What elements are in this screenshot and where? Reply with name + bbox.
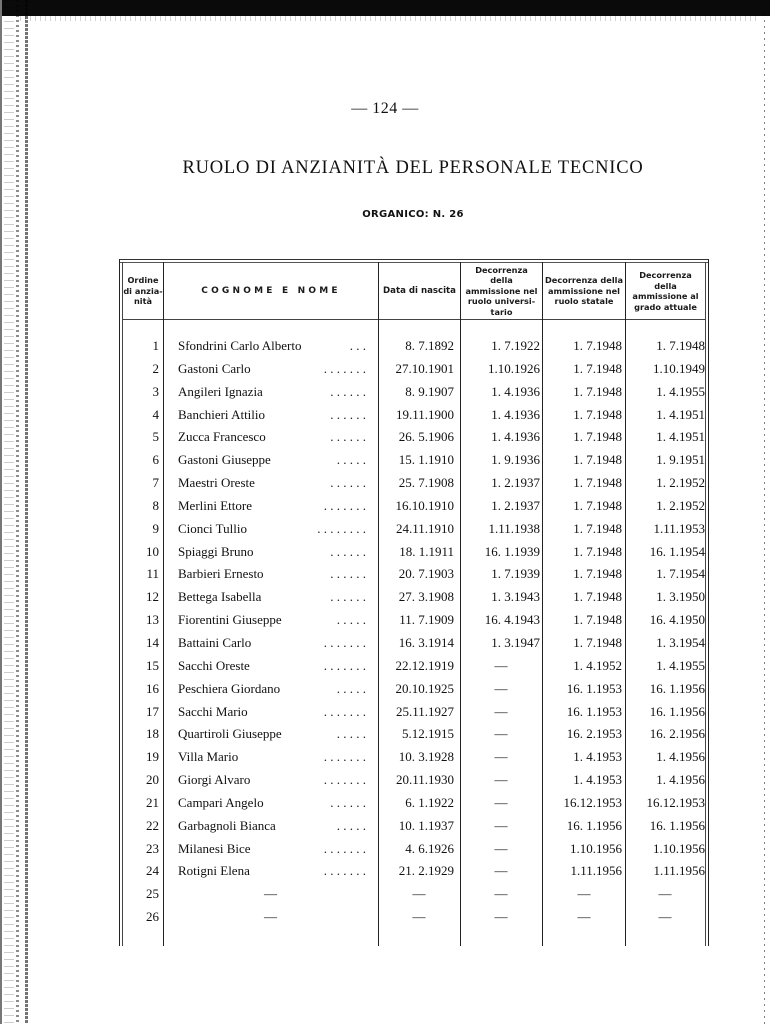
header-data-nascita: Data di nascita [383, 285, 456, 296]
ordine-cell: 17 [146, 703, 159, 719]
table-row [119, 792, 709, 815]
leader-dots: . . . [349, 338, 366, 353]
table-row [119, 404, 709, 427]
birth-date-cell: 8. 7.1892 [405, 338, 454, 353]
univ-date-cell: 1.11.1938 [488, 520, 540, 536]
birth-date-cell: 25.11.1927 [395, 703, 454, 719]
page-left-edge [0, 0, 2, 1024]
name-cell: Quartiroli Giuseppe [178, 726, 282, 742]
leader-dots: . . . . . . [330, 429, 366, 445]
state-date-cell: 1. 7.1948 [573, 634, 622, 650]
table-row [119, 335, 709, 358]
leader-dots: . . . . . [336, 726, 366, 742]
ordine-cell: 23 [146, 840, 159, 856]
ordine-cell: 20 [146, 772, 159, 788]
table-row [119, 381, 709, 404]
table-row [119, 655, 709, 678]
header-divider [123, 319, 163, 320]
grade-date-cell: 1. 4.1955 [656, 383, 705, 399]
name-cell: — [264, 909, 277, 925]
birth-date-cell: 27.10.1901 [395, 360, 454, 376]
ordine-cell: 3 [152, 383, 159, 399]
ordine-cell: 14 [146, 634, 159, 650]
name-cell: Barbieri Ernesto [178, 566, 264, 582]
grade-date-cell: 1. 2.1952 [656, 475, 705, 491]
name-cell: Angileri Ignazia [178, 383, 263, 399]
grade-date-cell: 1. 9.1951 [656, 452, 705, 468]
ordine-cell: 18 [146, 726, 159, 742]
univ-date-cell: 1. 7.1922 [491, 338, 540, 353]
birth-date-cell: 20.11.1930 [395, 772, 454, 788]
ordine-cell: 9 [152, 520, 159, 536]
table-row [119, 746, 709, 769]
univ-date-cell: — [494, 794, 508, 810]
grade-date-cell: 16.12.1953 [646, 794, 705, 810]
birth-date-cell: 6. 1.1922 [405, 794, 454, 810]
name-cell: Spiaggi Bruno [178, 543, 254, 559]
table-row [119, 906, 709, 929]
ordine-cell: 7 [152, 475, 159, 491]
grade-date-cell: 16. 1.1954 [649, 543, 705, 559]
leader-dots: . . . . . . . [323, 772, 366, 788]
name-cell: Milanesi Bice [178, 840, 251, 856]
state-date-cell: 16. 1.1956 [566, 817, 622, 833]
leader-dots: . . . . . [336, 680, 366, 696]
header-divider [164, 319, 378, 320]
birth-date-cell: 25. 7.1908 [398, 475, 454, 491]
header-cognome-nome: COGNOME E NOME [201, 285, 341, 296]
state-date-cell: 16.12.1953 [563, 794, 622, 810]
state-date-cell: 16. 2.1953 [566, 726, 622, 742]
name-cell: — [264, 886, 277, 902]
ordine-cell: 8 [152, 497, 159, 513]
table-border-top [119, 259, 709, 260]
state-date-cell: — [577, 909, 591, 925]
name-cell: Sacchi Oreste [178, 657, 250, 673]
state-date-cell: 1. 7.1948 [573, 520, 622, 536]
univ-date-cell: 16. 4.1943 [484, 612, 540, 628]
table-body [119, 335, 709, 929]
grade-date-cell: 1. 7.1954 [656, 566, 705, 582]
state-date-cell: 1.11.1956 [570, 863, 622, 879]
univ-date-cell: 1. 4.1936 [491, 406, 540, 422]
state-date-cell: 16. 1.1953 [566, 703, 622, 719]
ordine-cell: 1 [152, 338, 159, 353]
table-row [119, 769, 709, 792]
grade-date-cell: 1.10.1956 [653, 840, 705, 856]
leader-dots: . . . . . . . [323, 497, 366, 513]
grade-date-cell: 1.11.1956 [653, 863, 705, 879]
leader-dots: . . . . . . . [323, 863, 366, 879]
table-row [119, 883, 709, 906]
state-date-cell: 1. 7.1948 [573, 429, 622, 445]
ordine-cell: 19 [146, 749, 159, 765]
header-ordine: Ordine di anzia- nità [123, 275, 163, 307]
birth-date-cell: 4. 6.1926 [405, 840, 454, 856]
name-cell: Battaini Carlo [178, 634, 252, 650]
univ-date-cell: 1. 2.1937 [491, 497, 540, 513]
ordine-cell: 6 [152, 452, 159, 468]
grade-date-cell: 1. 2.1952 [656, 497, 705, 513]
state-date-cell: 1. 4.1952 [573, 657, 622, 673]
ordine-cell: 24 [146, 863, 159, 879]
state-date-cell: 1. 4.1953 [573, 772, 622, 788]
state-date-cell: 1. 7.1948 [573, 566, 622, 582]
table-row [119, 472, 709, 495]
leader-dots: . . . . . . [330, 406, 366, 422]
state-date-cell: 1.10.1956 [570, 840, 622, 856]
grade-date-cell: 1. 4.1951 [656, 429, 705, 445]
univ-date-cell: — [494, 703, 508, 719]
grade-date-cell: 1. 3.1950 [656, 589, 705, 605]
name-cell: Rotigni Elena [178, 863, 250, 879]
univ-date-cell: 1. 9.1936 [491, 452, 540, 468]
birth-date-cell: 18. 1.1911 [399, 543, 454, 559]
leader-dots: . . . . . . [330, 475, 366, 491]
univ-date-cell: — [494, 817, 508, 833]
birth-date-cell: 8. 9.1907 [405, 383, 454, 399]
name-cell: Sacchi Mario [178, 703, 248, 719]
header-divider [461, 319, 542, 320]
state-date-cell: 1. 7.1948 [573, 589, 622, 605]
page-title: RUOLO DI ANZIANITÀ DEL PERSONALE TECNICO [182, 158, 644, 178]
univ-date-cell: — [494, 657, 508, 673]
table-row [119, 358, 709, 381]
birth-date-cell: — [412, 886, 426, 902]
birth-date-cell: 24.11.1910 [395, 520, 454, 536]
header-grado-attuale: Decorrenza della ammissione al grado attuale [632, 270, 699, 312]
grade-date-cell: 1. 4.1951 [656, 406, 705, 422]
ordine-cell: 26 [146, 909, 159, 925]
state-date-cell: 1. 7.1948 [573, 360, 622, 376]
univ-date-cell: 1. 4.1936 [491, 429, 540, 445]
header-divider [626, 319, 705, 320]
univ-date-cell: — [494, 909, 508, 925]
name-cell: Sfondrini Carlo Alberto [178, 338, 302, 353]
page-binding-edge [0, 0, 30, 1024]
leader-dots: . . . . . . [330, 566, 366, 582]
name-cell: Villa Mario [178, 749, 239, 765]
leader-dots: . . . . . [336, 817, 366, 833]
ordine-cell: 21 [146, 794, 159, 810]
name-cell: Banchieri Attilio [178, 406, 266, 422]
leader-dots: . . . . . [336, 452, 366, 468]
state-date-cell: 1. 7.1948 [573, 497, 622, 513]
univ-date-cell: 1. 2.1937 [491, 475, 540, 491]
seniority-table [119, 259, 709, 946]
page-subtitle: ORGANICO: N. 26 [362, 209, 464, 220]
name-cell: Fiorentini Giuseppe [178, 612, 282, 628]
grade-date-cell: 1.10.1949 [653, 360, 705, 376]
ordine-cell: 12 [146, 589, 159, 605]
birth-date-cell: 19.11.1900 [395, 406, 454, 422]
birth-date-cell: 22.12.1919 [395, 657, 454, 673]
ordine-cell: 22 [146, 817, 159, 833]
grade-date-cell: 16. 1.1956 [649, 703, 705, 719]
state-date-cell: — [577, 886, 591, 902]
state-date-cell: 1. 4.1953 [573, 749, 622, 765]
state-date-cell: 16. 1.1953 [566, 680, 622, 696]
table-row [119, 495, 709, 518]
univ-date-cell: — [494, 840, 508, 856]
header-divider [543, 319, 625, 320]
birth-date-cell: 27. 3.1908 [398, 589, 454, 605]
leader-dots: . . . . . . [330, 543, 366, 559]
birth-date-cell: 15. 1.1910 [398, 452, 454, 468]
grade-date-cell: 16. 1.1956 [649, 680, 705, 696]
table-row [119, 860, 709, 883]
univ-date-cell: 1. 4.1936 [491, 383, 540, 399]
state-date-cell: 1. 7.1948 [573, 543, 622, 559]
leader-dots: . . . . . . . [323, 749, 366, 765]
grade-date-cell: 16. 2.1956 [649, 726, 705, 742]
ordine-cell: 10 [146, 543, 159, 559]
univ-date-cell: — [494, 863, 508, 879]
univ-date-cell: — [494, 772, 508, 788]
grade-date-cell: 1. 4.1955 [656, 657, 705, 673]
state-date-cell: 1. 7.1948 [573, 475, 622, 491]
state-date-cell: 1. 7.1948 [573, 383, 622, 399]
table-row [119, 632, 709, 655]
univ-date-cell: 1.10.1926 [488, 360, 540, 376]
table-row [119, 426, 709, 449]
table-row [119, 449, 709, 472]
name-cell: Garbagnoli Bianca [178, 817, 276, 833]
univ-date-cell: — [494, 749, 508, 765]
leader-dots: . . . . . . [330, 794, 366, 810]
univ-date-cell: — [494, 726, 508, 742]
name-cell: Campari Angelo [178, 794, 264, 810]
ordine-cell: 25 [146, 886, 159, 902]
header-ruolo-statale: Decorrenza della ammissione nel ruolo statale [545, 275, 623, 307]
header-ruolo-universitario: Decorrenza della ammissione nel ruolo universi- tario [465, 264, 538, 317]
grade-date-cell: 16. 1.1956 [649, 817, 705, 833]
name-cell: Bettega Isabella [178, 589, 262, 605]
univ-date-cell: 1. 7.1939 [491, 566, 540, 582]
birth-date-cell: 20.10.1925 [395, 680, 454, 696]
birth-date-cell: 26. 5.1906 [398, 429, 454, 445]
birth-date-cell: 10. 1.1937 [398, 817, 454, 833]
scan-noise [20, 15, 760, 21]
leader-dots: . . . . . . [330, 383, 366, 399]
state-date-cell: 1. 7.1948 [573, 612, 622, 628]
leader-dots: . . . . . . [330, 589, 366, 605]
univ-date-cell: — [494, 886, 508, 902]
ordine-cell: 2 [152, 360, 159, 376]
state-date-cell: 1. 7.1948 [573, 338, 622, 353]
table-row [119, 701, 709, 724]
ordine-cell: 16 [146, 680, 159, 696]
birth-date-cell: 21. 2.1929 [398, 863, 454, 879]
name-cell: Cionci Tullio [178, 520, 247, 536]
leader-dots: . . . . . . . [323, 840, 366, 856]
univ-date-cell: 1. 3.1947 [491, 634, 540, 650]
page-number: — 124 — [351, 100, 419, 117]
leader-dots: . . . . . . . [323, 360, 366, 376]
birth-date-cell: 11. 7.1909 [399, 612, 454, 628]
table-row [119, 815, 709, 838]
table-row [119, 518, 709, 541]
leader-dots: . . . . . . . [323, 634, 366, 650]
univ-date-cell: 1. 3.1943 [491, 589, 540, 605]
name-cell: Gastoni Carlo [178, 360, 251, 376]
leader-dots: . . . . . [336, 612, 366, 628]
grade-date-cell: — [658, 909, 672, 925]
name-cell: Merlini Ettore [178, 497, 253, 513]
state-date-cell: 1. 7.1948 [573, 452, 622, 468]
table-row [119, 541, 709, 564]
grade-date-cell: 1. 4.1956 [656, 749, 705, 765]
birth-date-cell: 16.10.1910 [395, 497, 454, 513]
table-row [119, 563, 709, 586]
grade-date-cell: 1.11.1953 [653, 520, 705, 536]
table-row [119, 586, 709, 609]
header-divider [379, 319, 460, 320]
state-date-cell: 1. 7.1948 [573, 406, 622, 422]
scan-top-border [0, 0, 770, 16]
birth-date-cell: 20. 7.1903 [398, 566, 454, 582]
name-cell: Giorgi Alvaro [178, 772, 251, 788]
birth-date-cell: — [412, 909, 426, 925]
ordine-cell: 11 [146, 566, 159, 582]
grade-date-cell: 1. 3.1954 [656, 634, 705, 650]
name-cell: Maestri Oreste [178, 475, 255, 491]
ordine-cell: 5 [152, 429, 159, 445]
ordine-cell: 4 [152, 406, 159, 422]
birth-date-cell: 10. 3.1928 [398, 749, 454, 765]
leader-dots: . . . . . . . [323, 657, 366, 673]
name-cell: Zucca Francesco [178, 429, 266, 445]
univ-date-cell: 16. 1.1939 [484, 543, 540, 559]
grade-date-cell: — [658, 886, 672, 902]
grade-date-cell: 16. 4.1950 [649, 612, 705, 628]
table-row [119, 838, 709, 861]
table-row [119, 723, 709, 746]
birth-date-cell: 16. 3.1914 [398, 634, 454, 650]
univ-date-cell: — [494, 680, 508, 696]
leader-dots: . . . . . . . . [317, 520, 366, 536]
grade-date-cell: 1. 7.1948 [656, 338, 705, 353]
ordine-cell: 15 [146, 657, 159, 673]
ordine-cell: 13 [146, 612, 159, 628]
name-cell: Gastoni Giuseppe [178, 452, 271, 468]
grade-date-cell: 1. 4.1956 [656, 772, 705, 788]
name-cell: Peschiera Giordano [178, 680, 281, 696]
birth-date-cell: 5.12.1915 [402, 726, 454, 742]
leader-dots: . . . . . . . [323, 703, 366, 719]
table-row [119, 678, 709, 701]
table-row [119, 609, 709, 632]
